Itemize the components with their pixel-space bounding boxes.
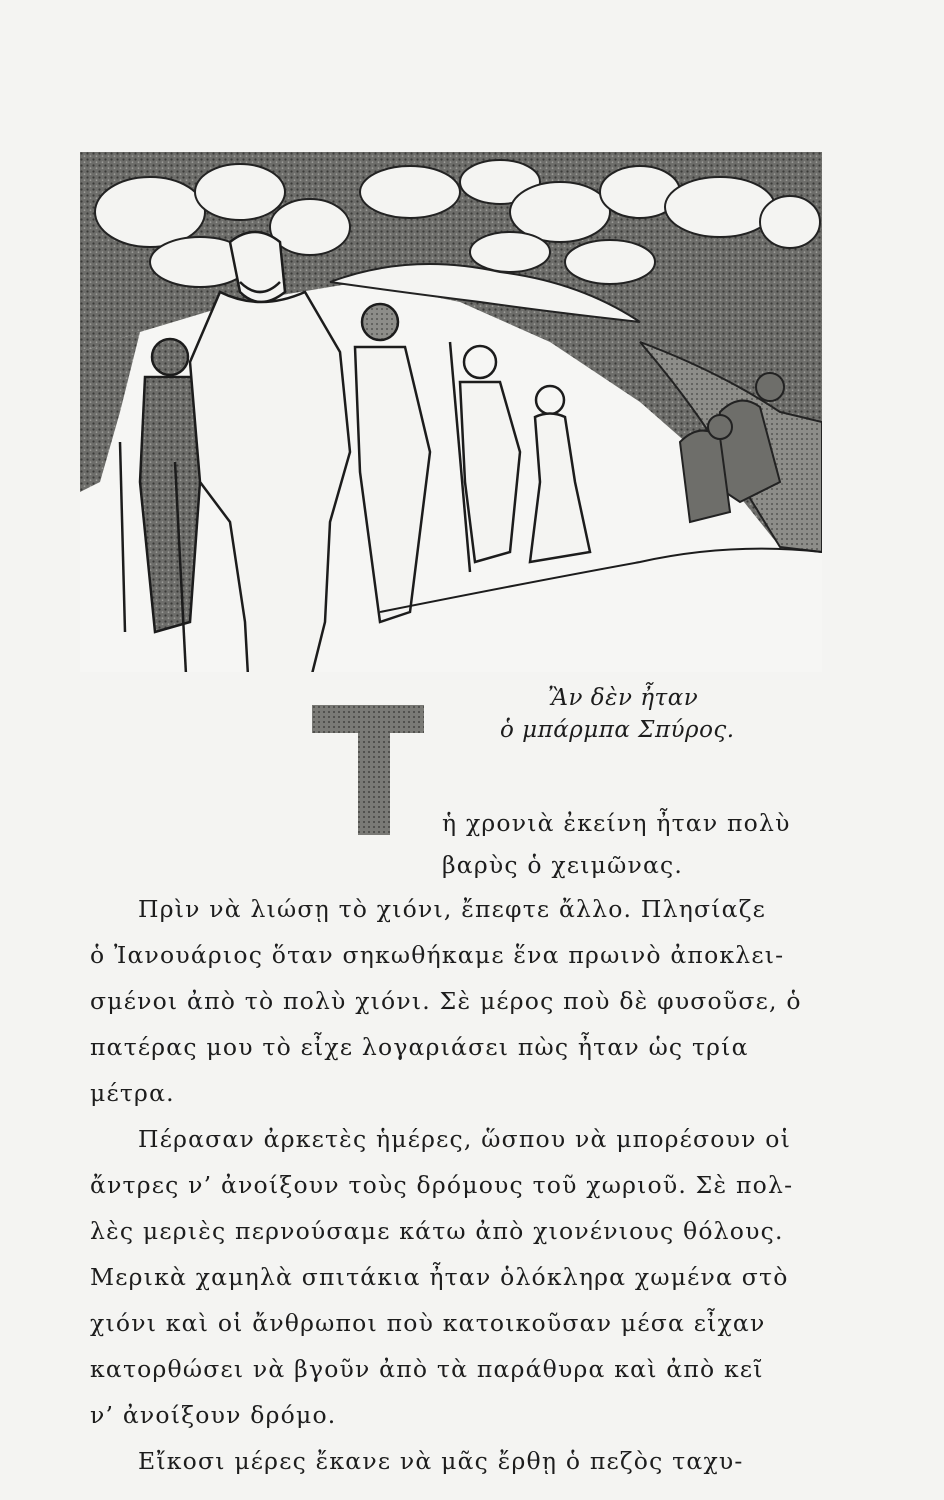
text-line: Εἴκοσι μέρες ἔκανε νὰ μᾶς ἔρθῃ ὁ πεζὸς ταχυ- (138, 1447, 744, 1475)
text-line: Πρὶν νὰ λιώσῃ τὸ χιόνι, ἔπεφτε ἄλλο. Πλησίαζε (138, 895, 767, 923)
text-line: ἄντρες ν’ ἀνοίξουν τοὺς δρόμους τοῦ χωριοῦ. Σὲ πολ- (90, 1171, 794, 1199)
caption-line: Ἂν δὲν ἦταν (548, 685, 699, 711)
text-line: σμένοι ἀπὸ τὸ πολὺ χιόνι. Σὲ μέρος ποὺ δὲ φυσοῦσε, ὁ (90, 987, 802, 1015)
text-line: λὲς μεριὲς περνούσαμε κάτω ἀπὸ χιονένιους θόλους. (90, 1217, 784, 1245)
text-line: μέτρα. (90, 1079, 175, 1107)
text-line: βαρὺς ὁ χειμῶνας. (442, 851, 684, 879)
text-line: ν’ ἀνοίξουν δρόμο. (90, 1401, 337, 1429)
text-line: κατορθώσει νὰ βγοῦν ἀπὸ τὰ παράθυρα καὶ ἀπὸ κεῖ (90, 1355, 764, 1383)
text-line: πατέρας μου τὸ εἶχε λογαριάσει πὼς ἦταν ὡς τρία (90, 1033, 749, 1061)
caption-line: ὁ μπάρμπα Σπύρος. (500, 717, 735, 743)
text-line: ἡ χρονιὰ ἐκείνη ἦταν πολὺ (442, 809, 791, 837)
text-line: ὁ Ἰανουάριος ὅταν σηκωθήκαμε ἕνα πρωινὸ ἀποκλει- (90, 941, 785, 969)
decorative-initial-t (312, 705, 424, 835)
text-line: Μερικὰ χαμηλὰ σπιτάκια ἦταν ὁλόκληρα χωμένα στὸ (90, 1263, 789, 1291)
text-line: χιόνι καὶ οἱ ἄνθρωποι ποὺ κατοικοῦσαν μέσα εἶχαν (90, 1309, 766, 1337)
illustration-caption (500, 682, 800, 746)
woodcut-illustration (80, 152, 822, 672)
text-line: Πέρασαν ἀρκετὲς ἡμέρες, ὥσπου νὰ μπορέσουν οἱ (138, 1125, 792, 1153)
